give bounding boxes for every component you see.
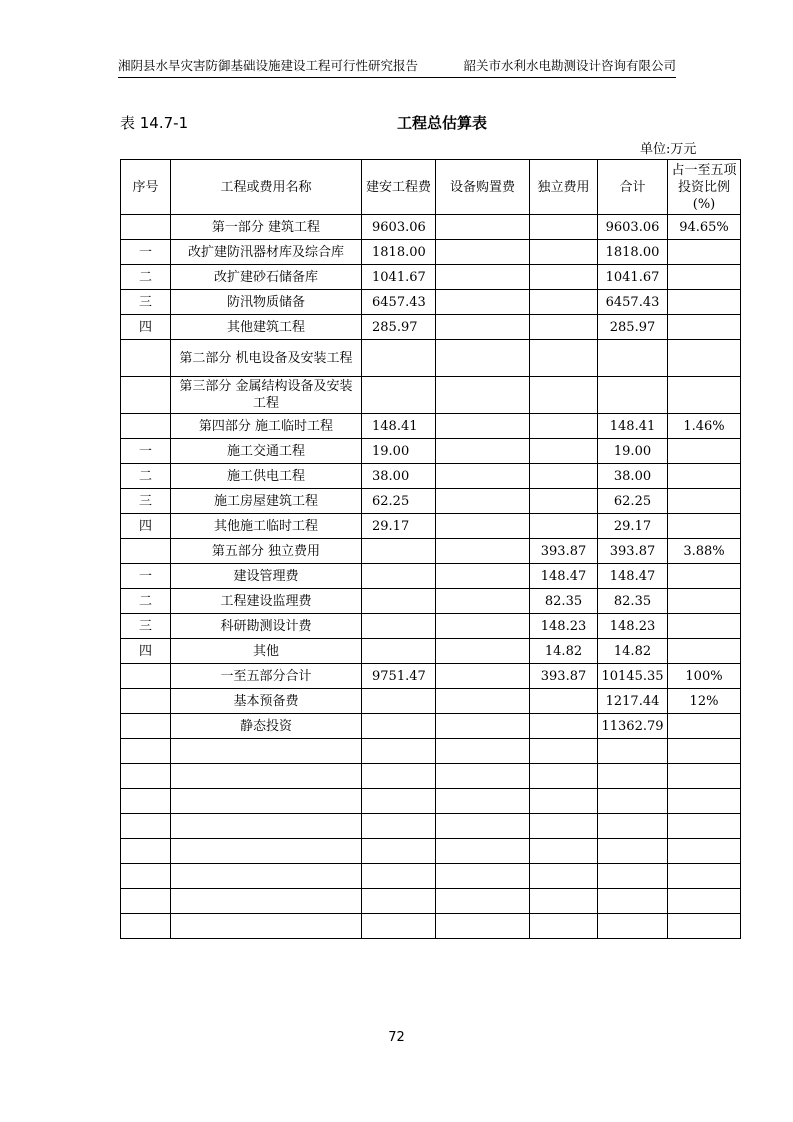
cell-item-name <box>171 789 362 814</box>
cell-construction-cost <box>362 377 436 414</box>
cell-total-cost: 148.47 <box>598 564 668 589</box>
cell-construction-cost: 29.17 <box>362 514 436 539</box>
cell-item-name: 第三部分 金属结构设备及安装工程 <box>171 377 362 414</box>
table-row <box>121 539 741 564</box>
table-row <box>121 839 741 864</box>
cell-independent-cost <box>530 377 598 414</box>
cell-independent-cost <box>530 439 598 464</box>
table-body <box>121 215 741 939</box>
cell-total-cost <box>598 864 668 889</box>
cell-ratio: 100% <box>668 664 741 689</box>
cell-total-cost <box>598 340 668 377</box>
cell-ratio <box>668 464 741 489</box>
cell-equipment-cost <box>436 464 530 489</box>
cell-item-name: 第四部分 施工临时工程 <box>171 414 362 439</box>
cell-item-name: 施工房屋建筑工程 <box>171 489 362 514</box>
cell-total-cost: 285.97 <box>598 315 668 340</box>
cell-independent-cost <box>530 814 598 839</box>
cell-equipment-cost <box>436 864 530 889</box>
cell-equipment-cost <box>436 414 530 439</box>
cell-construction-cost: 9751.47 <box>362 664 436 689</box>
cell-equipment-cost <box>436 739 530 764</box>
column-header-total: 合计 <box>598 160 668 215</box>
cell-independent-cost <box>530 889 598 914</box>
table-row <box>121 814 741 839</box>
cell-row-index: 四 <box>121 315 171 340</box>
cell-total-cost: 1041.67 <box>598 265 668 290</box>
cell-equipment-cost <box>436 564 530 589</box>
cell-ratio <box>668 814 741 839</box>
cell-equipment-cost <box>436 514 530 539</box>
cell-independent-cost <box>530 290 598 315</box>
cell-row-index <box>121 764 171 789</box>
cell-ratio <box>668 489 741 514</box>
cell-equipment-cost <box>436 265 530 290</box>
cell-equipment-cost <box>436 814 530 839</box>
table-row <box>121 664 741 689</box>
header-report-title: 湘阴县水旱灾害防御基础设施建设工程可行性研究报告 <box>118 58 419 73</box>
cell-total-cost: 148.41 <box>598 414 668 439</box>
cell-independent-cost <box>530 240 598 265</box>
cell-independent-cost <box>530 864 598 889</box>
cell-ratio <box>668 789 741 814</box>
cell-item-name: 其他建筑工程 <box>171 315 362 340</box>
cell-ratio <box>668 514 741 539</box>
cell-row-index <box>121 539 171 564</box>
cell-row-index <box>121 664 171 689</box>
cell-construction-cost <box>362 789 436 814</box>
cell-row-index: 一 <box>121 240 171 265</box>
cell-construction-cost: 1818.00 <box>362 240 436 265</box>
cell-item-name: 其他 <box>171 639 362 664</box>
cell-independent-cost <box>530 789 598 814</box>
cell-total-cost <box>598 764 668 789</box>
cell-construction-cost <box>362 914 436 939</box>
cell-ratio <box>668 439 741 464</box>
table-row <box>121 290 741 315</box>
cell-independent-cost <box>530 764 598 789</box>
cell-row-index <box>121 377 171 414</box>
cell-construction-cost: 38.00 <box>362 464 436 489</box>
cell-ratio <box>668 739 741 764</box>
cell-item-name: 改扩建防汛器材库及综合库 <box>171 240 362 265</box>
cell-ratio <box>668 914 741 939</box>
cell-row-index <box>121 714 171 739</box>
cell-independent-cost <box>530 215 598 240</box>
table-header-row <box>121 160 741 215</box>
cell-total-cost: 393.87 <box>598 539 668 564</box>
cell-independent-cost <box>530 714 598 739</box>
cell-construction-cost: 1041.67 <box>362 265 436 290</box>
cell-equipment-cost <box>436 377 530 414</box>
table-row <box>121 864 741 889</box>
cell-equipment-cost <box>436 789 530 814</box>
cell-independent-cost <box>530 914 598 939</box>
cell-total-cost <box>598 814 668 839</box>
cell-equipment-cost <box>436 340 530 377</box>
cell-independent-cost <box>530 315 598 340</box>
cell-equipment-cost <box>436 614 530 639</box>
table-row <box>121 340 741 377</box>
cell-total-cost <box>598 377 668 414</box>
cell-item-name <box>171 914 362 939</box>
cell-equipment-cost <box>436 539 530 564</box>
cell-construction-cost: 285.97 <box>362 315 436 340</box>
cell-ratio <box>668 564 741 589</box>
column-header-equipment: 设备购置费 <box>436 160 530 215</box>
cell-ratio <box>668 240 741 265</box>
table-row <box>121 215 741 240</box>
cell-ratio <box>668 764 741 789</box>
cell-total-cost <box>598 739 668 764</box>
cell-equipment-cost <box>436 215 530 240</box>
cell-construction-cost <box>362 739 436 764</box>
table-row <box>121 564 741 589</box>
cell-construction-cost <box>362 589 436 614</box>
cell-independent-cost <box>530 489 598 514</box>
cell-ratio: 12% <box>668 689 741 714</box>
cell-row-index: 二 <box>121 265 171 290</box>
cell-independent-cost <box>530 739 598 764</box>
cell-total-cost <box>598 839 668 864</box>
cell-equipment-cost <box>436 889 530 914</box>
cell-row-index <box>121 689 171 714</box>
cell-item-name: 其他施工临时工程 <box>171 514 362 539</box>
unit-label: 单位:万元 <box>640 142 697 157</box>
cell-item-name: 工程建设监理费 <box>171 589 362 614</box>
cell-row-index <box>121 215 171 240</box>
table-row <box>121 889 741 914</box>
cell-equipment-cost <box>436 914 530 939</box>
cell-construction-cost <box>362 889 436 914</box>
cell-construction-cost <box>362 614 436 639</box>
cell-independent-cost <box>530 464 598 489</box>
cell-ratio: 94.65% <box>668 215 741 240</box>
table-row <box>121 789 741 814</box>
table-row <box>121 315 741 340</box>
cell-item-name: 一至五部分合计 <box>171 664 362 689</box>
cell-item-name: 施工供电工程 <box>171 464 362 489</box>
cell-equipment-cost <box>436 639 530 664</box>
cell-item-name <box>171 889 362 914</box>
cell-equipment-cost <box>436 439 530 464</box>
cell-independent-cost: 148.47 <box>530 564 598 589</box>
cell-item-name <box>171 839 362 864</box>
column-header-independent: 独立费用 <box>530 160 598 215</box>
cell-independent-cost: 14.82 <box>530 639 598 664</box>
table-row <box>121 489 741 514</box>
cell-total-cost: 82.35 <box>598 589 668 614</box>
cell-construction-cost <box>362 564 436 589</box>
cell-item-name: 第二部分 机电设备及安装工程 <box>171 340 362 377</box>
cell-equipment-cost <box>436 714 530 739</box>
cell-construction-cost: 62.25 <box>362 489 436 514</box>
cell-ratio <box>668 614 741 639</box>
table-row <box>121 714 741 739</box>
cell-independent-cost <box>530 414 598 439</box>
cell-row-index <box>121 839 171 864</box>
cell-total-cost: 1818.00 <box>598 240 668 265</box>
cell-ratio <box>668 340 741 377</box>
cell-row-index <box>121 864 171 889</box>
cell-item-name: 科研勘测设计费 <box>171 614 362 639</box>
cell-construction-cost <box>362 639 436 664</box>
table-row <box>121 689 741 714</box>
cell-construction-cost <box>362 689 436 714</box>
cell-ratio: 3.88% <box>668 539 741 564</box>
cell-item-name <box>171 814 362 839</box>
table-row <box>121 639 741 664</box>
cell-equipment-cost <box>436 589 530 614</box>
cell-construction-cost <box>362 814 436 839</box>
cell-row-index: 三 <box>121 489 171 514</box>
table-row <box>121 739 741 764</box>
table-row <box>121 914 741 939</box>
cell-item-name <box>171 739 362 764</box>
column-header-construction: 建安工程费 <box>362 160 436 215</box>
cell-independent-cost <box>530 689 598 714</box>
cell-total-cost: 6457.43 <box>598 290 668 315</box>
cell-row-index <box>121 814 171 839</box>
cell-ratio <box>668 265 741 290</box>
cell-row-index <box>121 889 171 914</box>
cell-independent-cost: 148.23 <box>530 614 598 639</box>
cell-row-index <box>121 414 171 439</box>
cell-row-index <box>121 914 171 939</box>
cell-independent-cost <box>530 265 598 290</box>
table-row <box>121 377 741 414</box>
header-company-name: 韶关市水利水电勘测设计咨询有限公司 <box>463 58 676 73</box>
cell-row-index: 一 <box>121 564 171 589</box>
cell-total-cost <box>598 889 668 914</box>
cell-total-cost: 9603.06 <box>598 215 668 240</box>
cell-row-index: 四 <box>121 639 171 664</box>
cell-total-cost: 38.00 <box>598 464 668 489</box>
cell-construction-cost <box>362 864 436 889</box>
cell-equipment-cost <box>436 839 530 864</box>
cell-equipment-cost <box>436 489 530 514</box>
cell-item-name: 静态投资 <box>171 714 362 739</box>
table-row <box>121 240 741 265</box>
cell-item-name: 施工交通工程 <box>171 439 362 464</box>
cell-item-name: 改扩建砂石储备库 <box>171 265 362 290</box>
cell-construction-cost: 148.41 <box>362 414 436 439</box>
cell-row-index: 四 <box>121 514 171 539</box>
cell-item-name: 建设管理费 <box>171 564 362 589</box>
cell-construction-cost: 9603.06 <box>362 215 436 240</box>
cell-item-name: 第一部分 建筑工程 <box>171 215 362 240</box>
cell-ratio <box>668 864 741 889</box>
cell-item-name <box>171 864 362 889</box>
cell-item-name <box>171 764 362 789</box>
cell-independent-cost: 393.87 <box>530 664 598 689</box>
cell-total-cost: 62.25 <box>598 489 668 514</box>
cell-ratio <box>668 290 741 315</box>
cell-independent-cost: 82.35 <box>530 589 598 614</box>
table-row <box>121 514 741 539</box>
cell-construction-cost <box>362 539 436 564</box>
table-row <box>121 265 741 290</box>
cell-ratio <box>668 839 741 864</box>
column-header-ratio: 占一至五项投资比例(%) <box>668 160 741 215</box>
cell-independent-cost: 393.87 <box>530 539 598 564</box>
cell-construction-cost: 19.00 <box>362 439 436 464</box>
table-row <box>121 414 741 439</box>
cell-item-name: 基本预备费 <box>171 689 362 714</box>
page-number: 72 <box>388 1030 405 1045</box>
running-header <box>118 56 676 78</box>
cell-total-cost: 29.17 <box>598 514 668 539</box>
cell-item-name: 第五部分 独立费用 <box>171 539 362 564</box>
cell-row-index: 一 <box>121 439 171 464</box>
cell-total-cost <box>598 789 668 814</box>
cell-construction-cost <box>362 714 436 739</box>
cell-ratio <box>668 639 741 664</box>
column-header-index: 序号 <box>121 160 171 215</box>
column-header-name: 工程或费用名称 <box>171 160 362 215</box>
cell-row-index: 三 <box>121 614 171 639</box>
cell-ratio <box>668 315 741 340</box>
cell-total-cost: 19.00 <box>598 439 668 464</box>
cell-equipment-cost <box>436 315 530 340</box>
table-row <box>121 464 741 489</box>
cell-equipment-cost <box>436 240 530 265</box>
cell-total-cost: 1217.44 <box>598 689 668 714</box>
cell-independent-cost <box>530 340 598 377</box>
cell-total-cost: 14.82 <box>598 639 668 664</box>
cell-row-index <box>121 340 171 377</box>
cell-independent-cost <box>530 839 598 864</box>
cell-ratio: 1.46% <box>668 414 741 439</box>
table-row <box>121 589 741 614</box>
cell-item-name: 防汛物质储备 <box>171 290 362 315</box>
table-title: 工程总估算表 <box>397 114 488 132</box>
cell-row-index: 二 <box>121 464 171 489</box>
cell-row-index <box>121 789 171 814</box>
cell-row-index: 三 <box>121 290 171 315</box>
cell-total-cost <box>598 914 668 939</box>
cell-construction-cost <box>362 340 436 377</box>
cell-ratio <box>668 714 741 739</box>
cell-construction-cost: 6457.43 <box>362 290 436 315</box>
cell-total-cost: 11362.79 <box>598 714 668 739</box>
cell-row-index <box>121 739 171 764</box>
cell-ratio <box>668 589 741 614</box>
cell-independent-cost <box>530 514 598 539</box>
cell-equipment-cost <box>436 764 530 789</box>
cell-ratio <box>668 889 741 914</box>
budget-table <box>120 159 741 939</box>
cell-equipment-cost <box>436 664 530 689</box>
cell-ratio <box>668 377 741 414</box>
table-caption: 表 14.7-1 <box>120 114 189 132</box>
cell-total-cost: 148.23 <box>598 614 668 639</box>
cell-total-cost: 10145.35 <box>598 664 668 689</box>
table-row <box>121 764 741 789</box>
cell-construction-cost <box>362 764 436 789</box>
cell-equipment-cost <box>436 290 530 315</box>
cell-construction-cost <box>362 839 436 864</box>
table-row <box>121 614 741 639</box>
table-row <box>121 439 741 464</box>
cell-equipment-cost <box>436 689 530 714</box>
cell-row-index: 二 <box>121 589 171 614</box>
